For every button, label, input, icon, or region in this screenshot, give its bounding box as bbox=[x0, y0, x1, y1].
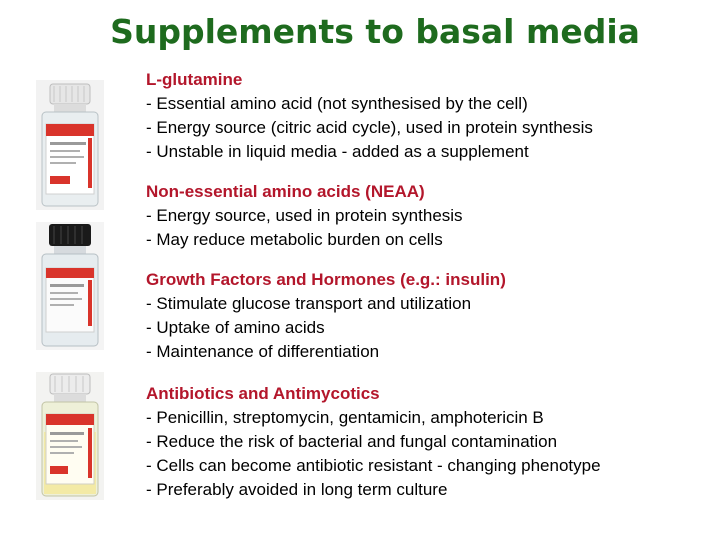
section-growth-factors bbox=[146, 268, 706, 364]
bullet-line: - Essential amino acid (not synthesised by the cell) bbox=[146, 94, 528, 113]
bullet-line: - Energy source (citric acid cycle), used in protein synthesis bbox=[146, 118, 593, 137]
section-heading: Non-essential amino acids (NEAA) bbox=[146, 182, 425, 201]
reagent-bottle-clear-icon bbox=[36, 80, 104, 210]
bullet-line: - Reduce the risk of bacterial and fungal contamination bbox=[146, 432, 558, 451]
section-neaa bbox=[146, 180, 706, 252]
section-heading: Growth Factors and Hormones (e.g.: insulin) bbox=[146, 270, 506, 289]
section-antibiotics bbox=[146, 382, 706, 502]
page-title: Supplements to basal media bbox=[110, 12, 640, 51]
reagent-bottle-yellow-liquid-icon bbox=[36, 372, 104, 500]
section-l-glutamine bbox=[146, 68, 706, 164]
bullet-line: - Energy source, used in protein synthesis bbox=[146, 206, 463, 225]
bullet-line: - Penicillin, streptomycin, gentamicin, amphotericin B bbox=[146, 408, 544, 427]
bullet-line: - Maintenance of differentiation bbox=[146, 342, 380, 361]
section-heading: L-glutamine bbox=[146, 70, 243, 89]
section-heading: Antibiotics and Antimycotics bbox=[146, 384, 380, 403]
bullet-line: - Unstable in liquid media - added as a supplement bbox=[146, 142, 529, 161]
bullet-line: - Cells can become antibiotic resistant - changing phenotype bbox=[146, 456, 601, 475]
bullet-line: - May reduce metabolic burden on cells bbox=[146, 230, 443, 249]
bullet-line: - Preferably avoided in long term culture bbox=[146, 480, 448, 499]
bullet-line: - Stimulate glucose transport and utilization bbox=[146, 294, 472, 313]
reagent-bottle-black-cap-icon bbox=[36, 222, 104, 350]
bullet-line: - Uptake of amino acids bbox=[146, 318, 325, 337]
